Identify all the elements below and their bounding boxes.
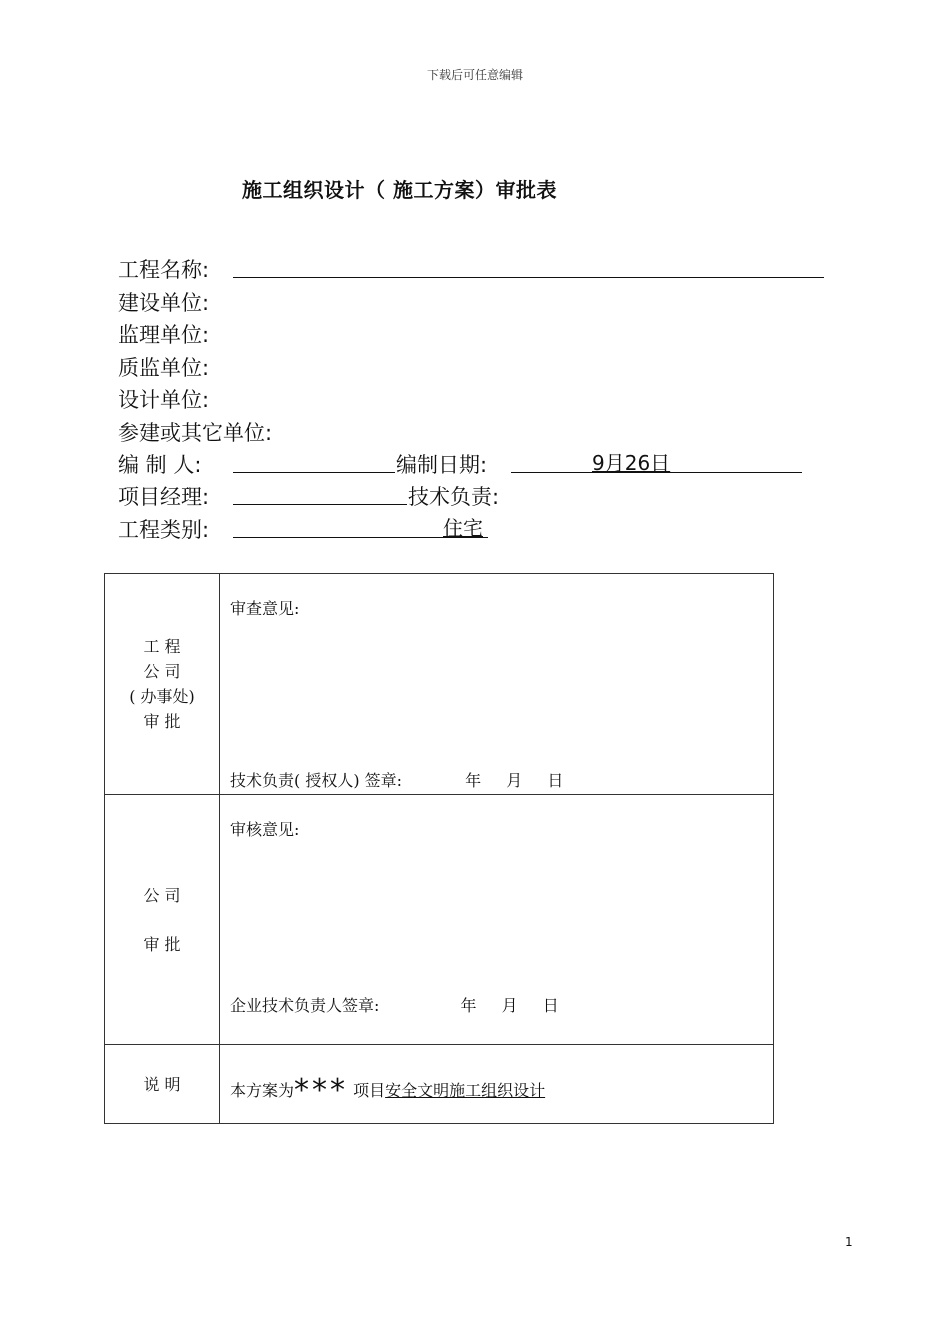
table-row-corporate-approval: [105, 795, 774, 1045]
field-compile-date-label: 编制日期:: [396, 453, 488, 477]
field-other-unit: 参建或其它单位:: [118, 421, 273, 445]
label-cell-notes: [105, 1045, 220, 1124]
header-note: 下载后可任意编辑: [426, 68, 523, 82]
day-label: 日: [547, 771, 564, 790]
table-row-company-approval: [105, 574, 774, 795]
label-line: 工 程: [143, 637, 181, 656]
field-quality-unit: 质监单位:: [118, 356, 210, 380]
notes-label: 说 明: [143, 1074, 181, 1094]
project-category-value: 住宅: [443, 516, 483, 540]
label-line: 审 批: [143, 934, 181, 954]
notes-content-cell: [220, 1045, 774, 1124]
notes-mid: 项目: [348, 1081, 386, 1100]
compile-date-value: 9月26日: [592, 451, 671, 475]
field-project-name: 工程名称:: [118, 258, 210, 282]
label-line: 公 司: [143, 885, 181, 905]
label-line: 公 司: [143, 662, 181, 681]
day-label: 日: [542, 996, 559, 1015]
signature-label: 企业技术负责人签章:: [230, 996, 380, 1015]
field-supervision-unit: 监理单位:: [118, 323, 210, 347]
label-cell-company: [105, 795, 220, 1045]
label-line: 审 批: [143, 712, 181, 731]
page-number: 1: [845, 1235, 853, 1249]
audit-opinion-label: 审核意见:: [230, 820, 300, 839]
audit-opinion-cell: [220, 795, 774, 1045]
month-label: 月: [501, 996, 518, 1015]
project-manager-blank: [233, 504, 407, 505]
label-line: ( 办事处): [129, 687, 195, 706]
document-title: 施工组织设计（ 施工方案）审批表: [242, 178, 557, 202]
table-row-notes: [105, 1045, 774, 1124]
signature-label: 技术负责( 授权人) 签章:: [230, 771, 403, 790]
field-design-unit: 设计单位:: [118, 388, 210, 412]
field-compiler: 编 制 人:: [118, 453, 202, 477]
review-opinion-label: 审查意见:: [230, 599, 300, 618]
notes-prefix: 本方案为: [230, 1081, 295, 1100]
field-construction-unit: 建设单位:: [118, 291, 210, 315]
signature-line-tech-lead: [230, 768, 563, 791]
field-project-manager: 项目经理:: [118, 485, 210, 509]
field-tech-lead: 技术负责:: [408, 485, 500, 509]
label-cell-engineering-company: [105, 574, 220, 795]
signature-line-enterprise: [230, 993, 559, 1016]
year-label: 年: [465, 771, 482, 790]
approval-table: [104, 573, 774, 1124]
placeholder-stars: ***: [294, 1073, 349, 1108]
compiler-blank: [233, 472, 395, 473]
review-opinion-cell: [220, 574, 774, 795]
field-project-category: 工程类别:: [118, 518, 210, 542]
notes-text: [220, 1045, 773, 1108]
month-label: 月: [506, 771, 523, 790]
plan-name: 安全文明施工组织设计: [385, 1081, 546, 1100]
year-label: 年: [460, 996, 477, 1015]
project-name-blank: [233, 277, 824, 278]
